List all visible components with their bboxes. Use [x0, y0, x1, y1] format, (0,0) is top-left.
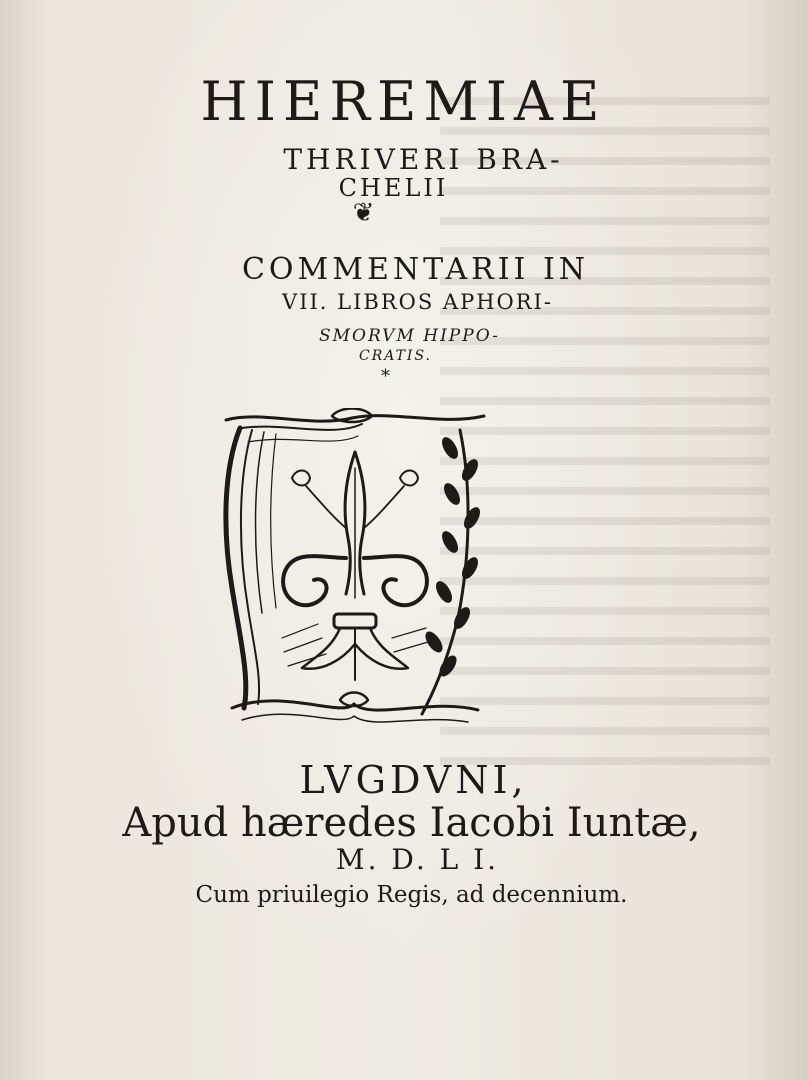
ornament-leaf-icon: ❦	[352, 198, 375, 228]
author-line-2: THRIVERI BRA-	[283, 143, 564, 176]
title-line-3: SMORVM HIPPO-	[319, 326, 500, 346]
fleur-de-lis-icon	[222, 408, 488, 738]
privilege-line: Cum priuilegio Regis, ad decennium.	[195, 882, 628, 908]
title-line-4: CRATIS.	[358, 348, 432, 364]
ornament-asterisk-icon: *	[381, 366, 390, 387]
title-line-2: VII. LIBROS APHORI-	[282, 290, 553, 314]
author-line-3: CHELII	[338, 174, 449, 202]
imprint-printer: Apud hæredes Iacobi Iuntæ,	[122, 800, 701, 846]
imprint-year: M. D. L I.	[335, 843, 500, 876]
title-line-1: COMMENTARII IN	[241, 252, 590, 287]
author-line-1: HIEREMIAE	[200, 70, 607, 133]
imprint-place: LVGDVNI,	[299, 758, 528, 802]
